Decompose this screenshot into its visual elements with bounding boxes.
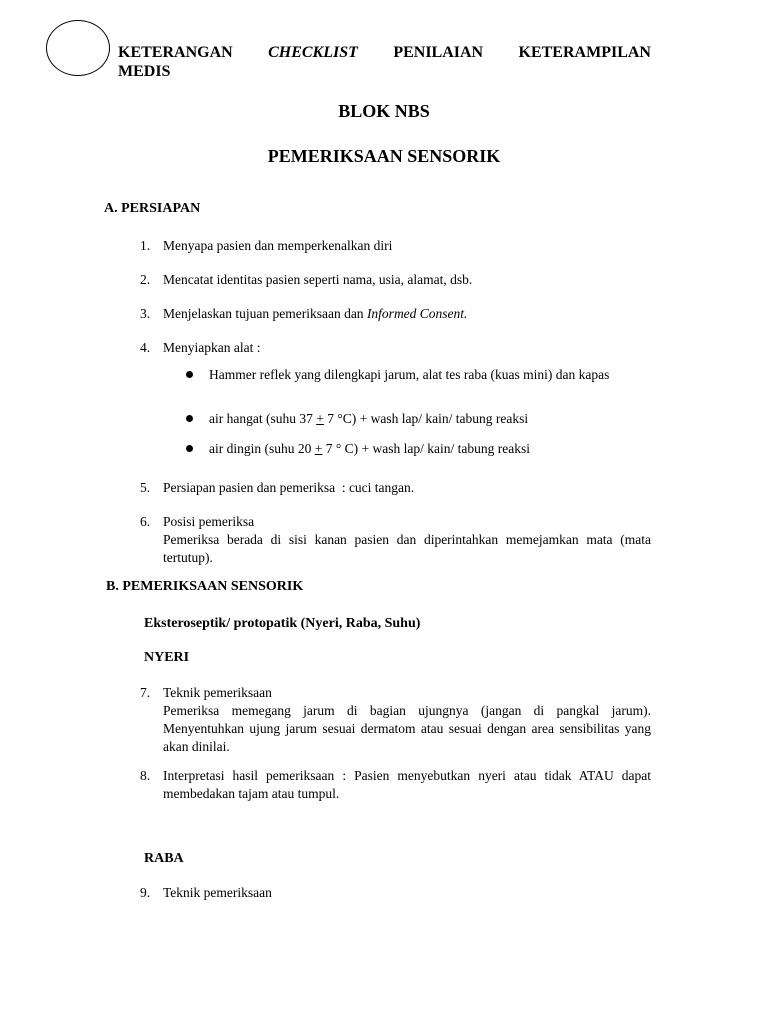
section-b-subtitle: Eksteroseptik/ protopatik (Nyeri, Raba, Suhu) <box>144 616 421 631</box>
header-word-italic: CHECKLIST <box>268 44 358 61</box>
section-a-title: A. PERSIAPAN <box>104 201 201 216</box>
nyeri-heading: NYERI <box>144 650 190 665</box>
bullet-icon <box>186 445 193 452</box>
bullet-item: air hangat (suhu 37 + 7 °C) + wash lap/ kain/ tabung reaksi <box>186 410 651 428</box>
bullet-item: air dingin (suhu 20 + 7 ° C) + wash lap/ kain/ tabung reaksi <box>186 440 651 458</box>
subject-title: PEMERIKSAAN SENSORIK <box>267 146 501 166</box>
logo-circle <box>46 20 110 76</box>
raba-heading: RABA <box>144 851 184 866</box>
list-item: 3. Menjelaskan tujuan pemeriksaan dan Informed Consent. <box>140 306 468 321</box>
list-item: 9. Teknik pemeriksaan <box>140 885 272 900</box>
list-item: 5. Persiapan pasien dan pemeriksa : cuci tangan. <box>140 480 415 495</box>
list-item: 8. Interpretasi hasil pemeriksaan : Pasien menyebutkan nyeri atau tidak ATAU dapat membedakan tajam atau tumpul. <box>140 768 651 801</box>
list-item: 1. Menyapa pasien dan memperkenalkan diri <box>140 238 393 253</box>
header-word: KETERANGAN <box>118 44 233 61</box>
list-item: 2. Mencatat identitas pasien seperti nama, usia, alamat, dsb. <box>140 272 473 287</box>
block-title: BLOK NBS <box>338 101 430 121</box>
bullet-icon <box>186 371 193 378</box>
list-item: 6. Posisi pemeriksa Pemeriksa berada di sisi kanan pasien dan diperintahkan memejamkan mata (mata tertutup). <box>140 514 651 565</box>
bullet-icon <box>186 415 193 422</box>
header-word: KETERAMPILAN <box>518 44 651 61</box>
header-line-2: MEDIS <box>118 63 171 80</box>
header-word: PENILAIAN <box>393 44 484 61</box>
list-item: 4. Menyiapkan alat : <box>140 340 261 355</box>
section-b-title: B. PEMERIKSAAN SENSORIK <box>106 579 304 594</box>
bullet-item: Hammer reflek yang dilengkapi jarum, alat tes raba (kuas mini) dan kapas <box>186 364 651 385</box>
list-item: 7. Teknik pemeriksaan Pemeriksa memegang jarum di bagian ujungnya (jangan di pangkal jarum). Menyentuhkan ujung jarum sesuai dermatom atau sesuai dengan area sensibilitas yang akan dinilai. <box>140 685 651 754</box>
document-header-title <box>118 43 651 81</box>
